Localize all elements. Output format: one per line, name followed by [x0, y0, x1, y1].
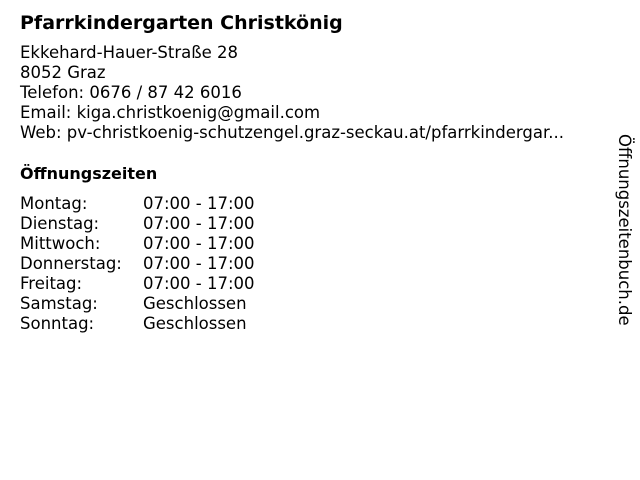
day-hours: 07:00 - 17:00	[143, 254, 255, 273]
phone-line: Telefon: 0676 / 87 42 6016	[20, 83, 242, 102]
day-label: Samstag:	[20, 294, 98, 313]
day-label: Montag:	[20, 194, 88, 213]
hours-row-tuesday	[20, 214, 255, 234]
day-hours: Geschlossen	[143, 314, 247, 333]
contact-block	[20, 43, 564, 143]
hours-row-sunday	[20, 314, 255, 334]
website-line: Web: pv-christkoenig-schutzengel.graz-seckau.at/pfarrkindergar...	[20, 123, 564, 142]
brand-watermark: Öffnungszeitenbuch.de	[615, 134, 634, 326]
opening-hours-table	[20, 194, 255, 334]
day-label: Sonntag:	[20, 314, 95, 333]
day-hours: 07:00 - 17:00	[143, 214, 255, 233]
day-label: Freitag:	[20, 274, 83, 293]
day-hours: 07:00 - 17:00	[143, 234, 255, 253]
day-hours: 07:00 - 17:00	[143, 274, 255, 293]
business-name: Pfarrkindergarten Christkönig	[20, 12, 343, 34]
day-hours: Geschlossen	[143, 294, 247, 313]
hours-row-saturday	[20, 294, 255, 314]
street-address: Ekkehard-Hauer-Straße 28	[20, 43, 239, 62]
hours-row-monday	[20, 194, 255, 214]
day-label: Dienstag:	[20, 214, 100, 233]
day-label: Donnerstag:	[20, 254, 122, 273]
day-label: Mittwoch:	[20, 234, 101, 253]
hours-row-thursday	[20, 254, 255, 274]
hours-row-wednesday	[20, 234, 255, 254]
hours-row-friday	[20, 274, 255, 294]
day-hours: 07:00 - 17:00	[143, 194, 255, 213]
email-line: Email: kiga.christkoenig@gmail.com	[20, 103, 321, 122]
opening-hours-heading: Öffnungszeiten	[20, 164, 158, 183]
city-postal: 8052 Graz	[20, 63, 106, 82]
